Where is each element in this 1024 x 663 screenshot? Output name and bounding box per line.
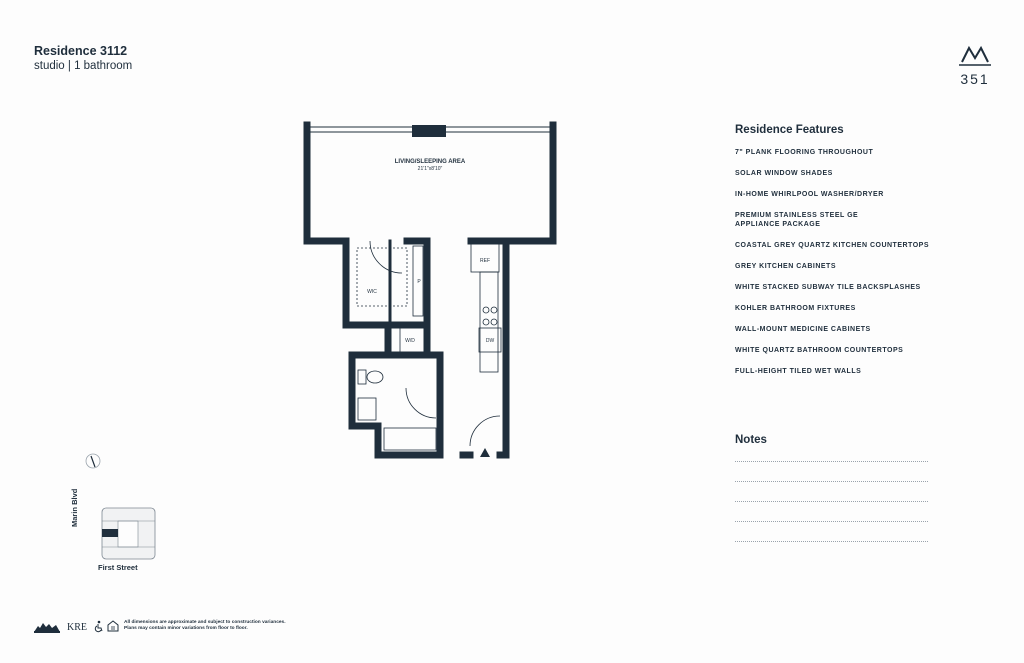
feature-item: PREMIUM STAINLESS STEEL GE APPLIANCE PACKAGE bbox=[735, 212, 859, 228]
room-label-living: LIVING/SLEEPING AREA bbox=[394, 159, 466, 165]
kre-logo: KRE bbox=[67, 622, 87, 633]
feature-item: WHITE QUARTZ BATHROOM COUNTERTOPS bbox=[735, 347, 904, 354]
disclaimer-text: All dimensions are approximate and subject to construction variances. Plans may contain minor variations from floor to floor. bbox=[124, 620, 286, 631]
note-line bbox=[735, 521, 928, 522]
footer-logos bbox=[34, 618, 122, 639]
room-label-pantry: P bbox=[417, 279, 421, 285]
feature-item: WHITE STACKED SUBWAY TILE BACKSPLASHES bbox=[735, 284, 921, 291]
features-title: Residence Features bbox=[735, 124, 844, 136]
note-line bbox=[735, 501, 928, 502]
room-label-wic: WIC bbox=[367, 289, 377, 295]
feature-item: SOLAR WINDOW SHADES bbox=[735, 170, 833, 177]
feature-item: FULL-HEIGHT TILED WET WALLS bbox=[735, 368, 862, 375]
feature-item: GREY KITCHEN CABINETS bbox=[735, 263, 836, 270]
appliance-label-dw: DW bbox=[485, 338, 495, 344]
appliance-label-ref: REF bbox=[480, 258, 490, 264]
note-line bbox=[735, 481, 928, 482]
residence-subtitle: studio | 1 bathroom bbox=[34, 60, 133, 72]
feature-item: IN-HOME WHIRLPOOL WASHER/DRYER bbox=[735, 191, 884, 198]
street-label-side: Marin Blvd bbox=[70, 488, 79, 527]
feature-item: KOHLER BATHROOM FIXTURES bbox=[735, 305, 856, 312]
street-label-bottom: First Street bbox=[98, 563, 138, 572]
room-label-wd: W/D bbox=[405, 338, 415, 344]
mountain-m-logo-icon bbox=[957, 44, 993, 66]
feature-item: COASTAL GREY QUARTZ KITCHEN COUNTERTOPS bbox=[735, 242, 929, 249]
floor-plan bbox=[300, 120, 570, 470]
note-line bbox=[735, 541, 928, 542]
room-dims-living: 21'1"x8'10" bbox=[417, 166, 443, 172]
compass-icon bbox=[84, 452, 102, 475]
note-line bbox=[735, 461, 928, 462]
brand-logo bbox=[957, 44, 993, 87]
logo-number: 351 bbox=[960, 71, 990, 87]
features-list bbox=[735, 148, 965, 376]
feature-item: WALL-MOUNT MEDICINE CABINETS bbox=[735, 326, 871, 333]
feature-item: 7" PLANK FLOORING THROUGHOUT bbox=[735, 149, 874, 156]
developer-logo-icon bbox=[34, 623, 60, 633]
equal-housing-icon bbox=[108, 621, 118, 631]
notes-title: Notes bbox=[735, 434, 767, 446]
accessibility-icon bbox=[95, 621, 102, 632]
key-plan bbox=[80, 505, 160, 566]
residence-title: Residence 3112 bbox=[34, 44, 128, 58]
